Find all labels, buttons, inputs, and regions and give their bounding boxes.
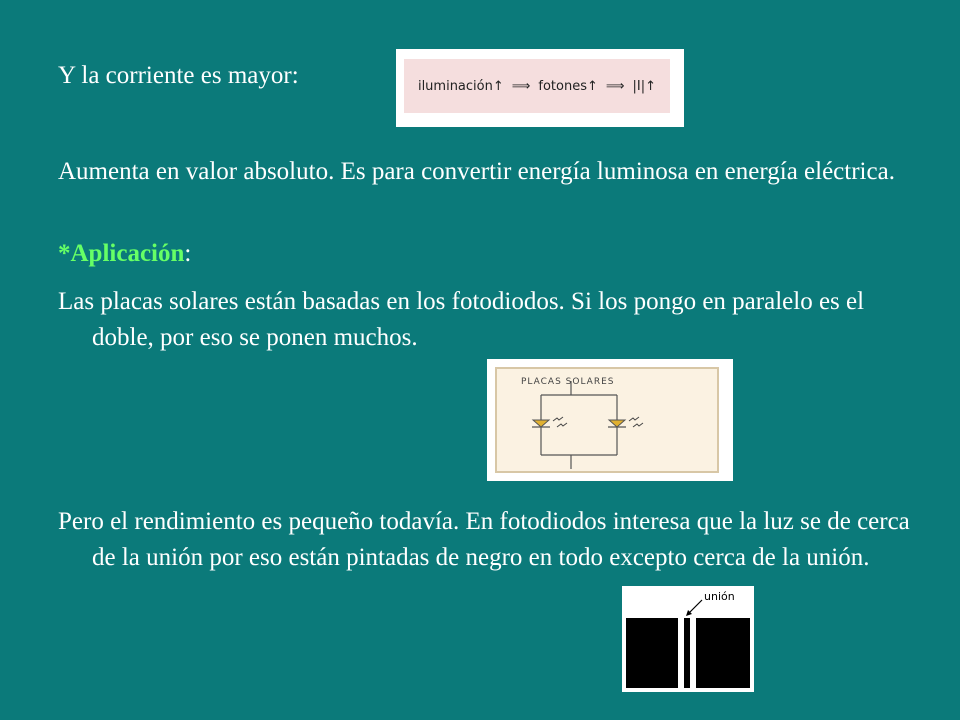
formula-term-current: |I| bbox=[632, 78, 646, 94]
solar-panels-title: PLACAS SOLARES bbox=[521, 377, 615, 387]
solar-panels-frame bbox=[495, 367, 719, 473]
solar-panels-image bbox=[487, 359, 733, 481]
formula-term-iluminacion: iluminación bbox=[417, 78, 493, 94]
implies-arrow-icon: ⟹ bbox=[511, 78, 531, 94]
paragraph-placas-solares: Las placas solares están basadas en los fotodiodos. Si los pongo en paralelo es el doble, por eso se ponen muchos. bbox=[58, 288, 865, 351]
paragraph-rendimiento: Pero el rendimiento es pequeño todavía. En fotodiodos interesa que la luz se de cerca de la unión por eso están pintadas de negro en todo excepto cerca de la unión. bbox=[58, 508, 910, 571]
paragraph-valor-absoluto: Aumenta en valor absoluto. Es para convertir energía luminosa en energía eléctrica. bbox=[58, 158, 895, 185]
up-arrow-icon: ↑ bbox=[645, 78, 657, 94]
application-colon: : bbox=[184, 240, 192, 267]
intro-line: Y la corriente es mayor: bbox=[58, 62, 299, 89]
formula-box bbox=[404, 59, 670, 113]
union-label: unión bbox=[704, 590, 735, 603]
union-image bbox=[622, 586, 754, 692]
photodiode-icon bbox=[609, 420, 625, 427]
formula-image bbox=[396, 49, 684, 127]
application-heading: *Aplicación bbox=[58, 240, 185, 267]
parallel-circuit-diagram bbox=[497, 369, 717, 471]
implies-arrow-icon: ⟹ bbox=[605, 78, 625, 94]
photodiode-icon bbox=[533, 420, 549, 427]
formula-term-fotones: fotones bbox=[538, 78, 587, 94]
up-arrow-icon: ↑ bbox=[492, 78, 504, 94]
junction-diagram bbox=[622, 586, 754, 692]
up-arrow-icon: ↑ bbox=[587, 78, 598, 94]
application-heading-line bbox=[58, 236, 932, 272]
